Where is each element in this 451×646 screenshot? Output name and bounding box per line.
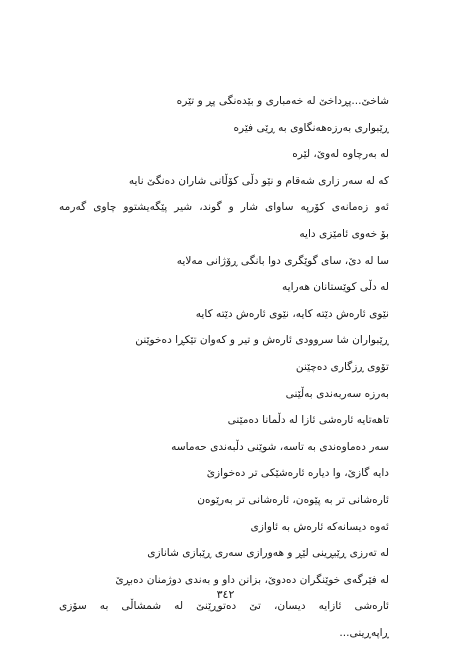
poem-line: ڕاپەڕینی... <box>339 626 389 639</box>
poem-line: بەرزە سەربەندی بەڵێنی <box>285 387 389 400</box>
poem-line: دایە گازێ، وا دیارە ئارەشێکی تر دەخوازێ <box>206 467 389 480</box>
poem-line: بۆ خەوی ئامێزی دایە <box>299 227 389 240</box>
poem-line: ئارەشی ئازایە دیسان، تێ دەتوڕێنێ لە شمشاڵی بە سۆزی <box>59 600 389 613</box>
poem-line: ئارەشانی تر بە پێوەن، ئارەشانی تر بەرێوەن <box>197 493 389 506</box>
poem-line: لە فێرگەی خوێنگران دەدوێ، بزانن داو و بەندی دوژمنان دەبڕێ <box>115 573 389 586</box>
poem-line: لە دڵی کوێستانان هەرایە <box>281 281 389 294</box>
poem-body <box>59 88 389 646</box>
poem-line: سا لە دێ، سای گوێگری دوا بانگی ڕۆژانی مەلایە <box>176 254 389 267</box>
poem-line: ڕێبواران شا سروودی ئارەش و تیر و کەوان تێکڕا دەخوێنن <box>135 334 389 347</box>
poem-line: تۆوی ڕزگاری دەچێنن <box>295 360 389 373</box>
poem-line: ڕێبواری بەرزەهەنگاوی بە ڕێی فێرە <box>233 121 389 134</box>
poem-line: لە تەرزی ڕێبڕینی لێڕ و هەورازی سەری ڕێبازی شانازی <box>147 547 389 560</box>
poem-line: نێوی ئارەش دێتە کایە، نێوی ئارەش دێتە کایە <box>195 307 389 320</box>
page-number: ٣٤٢ <box>216 588 235 601</box>
poem-line: ئەو زەمانەی کۆرپە ساوای شار و گوند، شیر پێگەیشتوو چاوی گەرمە <box>59 201 389 214</box>
poem-line: تاهەتایە ئارەشی ئازا لە دڵمانا دەمێنی <box>227 414 389 427</box>
poem-line: شاخێ...پڕداخێ لە خەمباری و بێدەنگی پڕ و تێرە <box>176 95 389 107</box>
poem-line: کە لە سەر زاری شەقام و نێو دڵی کۆڵانی شاران دەنگێ نایە <box>128 174 389 187</box>
poem-line: سەر دەماوەندی بە تاسە، شوێنی دڵبەندی حەماسە <box>171 440 389 453</box>
poem-line: ئەوە دیسانەکە ئارەش بە ئاوازی <box>250 520 389 533</box>
poem-line: لە بەرچاوە لەوێ، لێرە <box>292 148 389 161</box>
